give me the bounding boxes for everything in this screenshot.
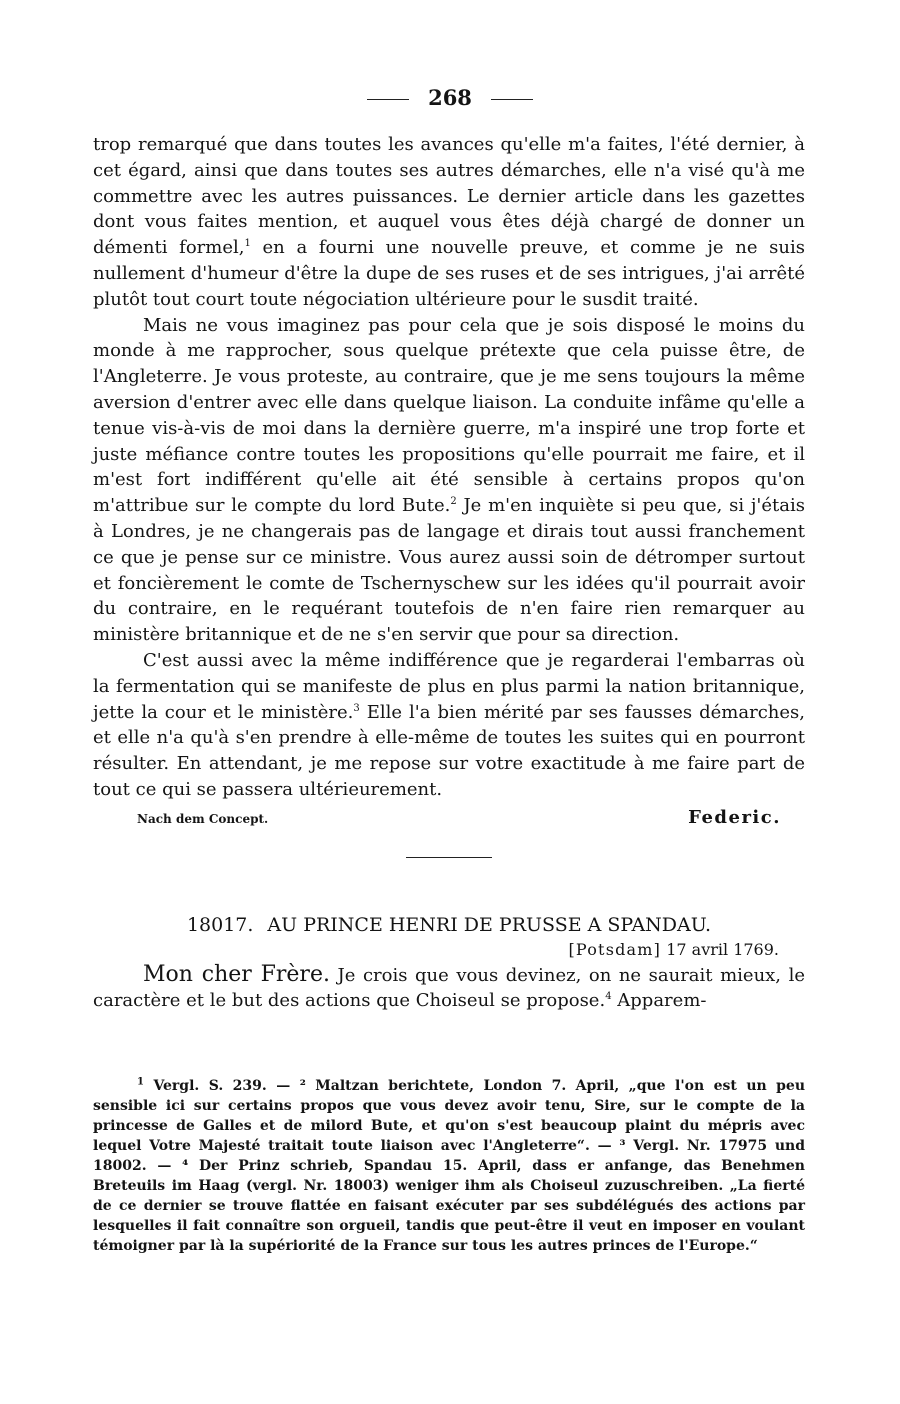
paragraph-3-text: C'est aussi avec la même indifférence que je regarderai l'embarras où la fermentation qui se manifeste de plus en plus parmi la nation britannique, jette la cour et le ministère. bbox=[93, 649, 805, 723]
letter-body bbox=[93, 132, 805, 1014]
dateline bbox=[93, 938, 779, 962]
header-dash-right bbox=[491, 99, 533, 100]
footnote-text bbox=[93, 1076, 805, 1256]
footnotes bbox=[93, 1076, 805, 1256]
dateline-place: [Potsdam] bbox=[568, 939, 662, 959]
letter-title: AU PRINCE HENRI DE PRUSSE A SPANDAU. bbox=[267, 913, 712, 936]
footnote-ref-4: 4 bbox=[605, 991, 612, 1003]
paragraph-2 bbox=[93, 313, 805, 648]
paragraph-2-rest: Je m'en inquiète si peu que, si j'étais à Londres, je ne changerais pas de langage et dirais tout aussi franchement ce que je pense sur ce ministre. Vous aurez aussi soin de détromper surtout et foncièrement le comte de Tschernyschew sur les idées qu'il pourrait avoir du contraire, en le requérant toutefois de n'en faire rien remarquer au ministère britannique et de ne s'en servir que pour sa direction. bbox=[93, 495, 805, 646]
source-note: Nach dem Concept. bbox=[137, 811, 269, 826]
letter-heading bbox=[93, 912, 805, 938]
footnote-ref-1: 1 bbox=[244, 238, 251, 250]
page-number: 268 bbox=[428, 85, 472, 110]
footnote-mark-1: 1 bbox=[137, 1076, 144, 1088]
signature-row bbox=[93, 805, 805, 833]
header-dash-left bbox=[367, 99, 409, 100]
letter-opening bbox=[93, 962, 805, 1015]
footnote-ref-2: 2 bbox=[450, 496, 457, 508]
dateline-date: 17 avril 1769. bbox=[666, 939, 779, 959]
signature: Federic. bbox=[688, 806, 781, 828]
paragraph-2-text: Mais ne vous imaginez pas pour cela que je sois disposé le moins du monde à me rapprocher, sous quelque prétexte que cela puisse être, de l'Angleterre. Je vous proteste, au contraire, que je me sens toujours la même aversion d'entrer avec elle dans quelque liaison. La conduite infâme qu'elle a tenue vis-à-vis de moi dans la dernière guerre, m'a inspiré une trop forte et juste méfiance contre toutes les propositions qu'elle pourrait me faire, et il m'est fort indifférent qu'elle ait été sensible à certains propos qu'on m'attribue sur le compte du lord Bute. bbox=[93, 314, 805, 517]
opening-text: Je crois que vous devinez, on ne saurait mieux, le caractère et le but des actions que Choiseul se propose. bbox=[93, 964, 805, 1012]
paragraph-3-rest: Elle l'a bien mérité par ses fausses démarches, et elle n'a qu'à s'en prendre à elle-même de toutes les suites qui en pourront résulter. En attendant, je me repose sur votre exactitude à me faire part de tout ce qui se passera ultérieurement. bbox=[93, 701, 805, 800]
letter-number: 18017. bbox=[186, 913, 254, 936]
page-header bbox=[0, 86, 900, 110]
paragraph-1 bbox=[93, 132, 805, 313]
salutation: Mon cher Frère. bbox=[143, 961, 330, 987]
section-divider bbox=[406, 857, 492, 858]
paragraph-1-rest: en a fourni une nouvelle preuve, et comme je ne suis nullement d'humeur d'être la dupe de ses ruses et de ses intrigues, j'ai arrêté plutôt tout court toute négociation ultérieure pour le susdit traité. bbox=[93, 237, 805, 310]
footnote-ref-3: 3 bbox=[353, 702, 360, 714]
opening-rest: Apparem- bbox=[611, 990, 707, 1012]
footnote-body: Vergl. S. 239. — ² Maltzan berichtete, London 7. April, „que l'on est un peu sensible ici sur certains propos que vous devez avoir tenu, Sire, sur le compte de la princesse de Galles et de milord Bute, et qu'on s'est beaucoup plaint du mépris avec lequel Votre Majesté traitait toute liaison avec l'Angleterre“. — ³ Vergl. Nr. 17975 und 18002. — ⁴ Der Prinz schrieb, Spandau 15. April, dass er anfange, das Benehmen Breteuils im Haag (vergl. Nr. 18003) weniger ihm als Choiseul zuzuschreiben. „La fierté de ce dernier se trouve flattée en faisant exécuter par ses subdélégués des actions par lesquelles il fait connaître son orgueil, tandis que peut-être il veut en imposer en voulant témoigner par là la supériorité de la France sur tous les autres princes de l'Europe.“ bbox=[93, 1078, 806, 1254]
paragraph-3 bbox=[93, 648, 805, 803]
paragraph-1-text: trop remarqué que dans toutes les avances qu'elle m'a faites, l'été dernier, à cet égard, ainsi que dans toutes ses autres démarches, elle n'a visé qu'à me commettre avec les autres puissances. Le dernier article dans les gazettes dont vous faites mention, et auquel vous êtes déjà chargé de donner un démenti formel, bbox=[93, 134, 805, 259]
